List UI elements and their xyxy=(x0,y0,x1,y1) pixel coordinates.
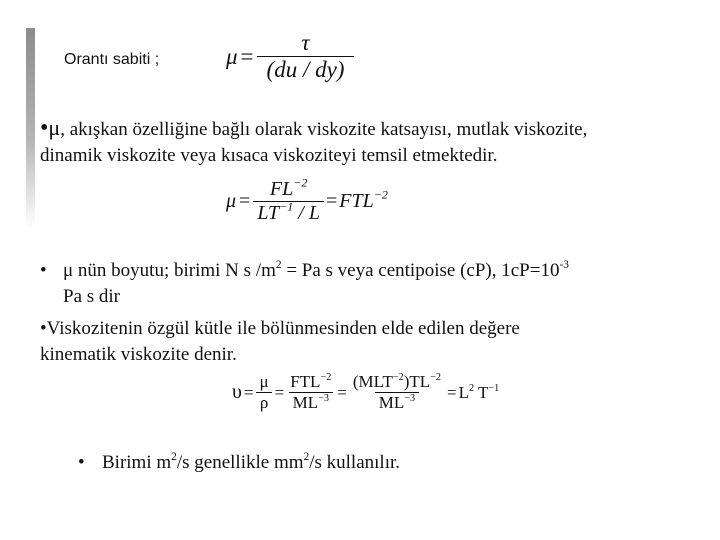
equation-viscosity-definition xyxy=(226,30,354,83)
eq2-fraction xyxy=(253,175,324,225)
bullet2-line1 xyxy=(40,258,710,284)
bullet2-text-line2: Pa s dir xyxy=(63,286,120,307)
eq3-rhs-b: T xyxy=(474,382,489,402)
bullet-kinematic-units xyxy=(78,450,400,476)
eq1-equals: = xyxy=(240,43,254,69)
eq2-rhs-base: FTL xyxy=(339,190,374,212)
eq3-f2-num-exp: −2 xyxy=(320,371,332,383)
bullet-mu-units xyxy=(40,258,710,310)
eq3-f3-num-a: (MLT xyxy=(352,372,393,391)
eq3-f2-den xyxy=(289,392,333,413)
eq3-f2-den-base: ML xyxy=(292,393,319,412)
eq3-f3-den xyxy=(375,392,419,413)
eq3-equals-4: = xyxy=(447,382,457,402)
eq3-rhs xyxy=(459,383,500,403)
eq1-denominator: (du / dy) xyxy=(257,56,355,83)
eq3-equals-3: = xyxy=(337,382,347,402)
bullet1-symbol: μ xyxy=(48,115,61,140)
equation-mu-dimensions xyxy=(226,175,388,225)
bullet1-text-line2: dinamik viskozite veya kısaca viskoziteyi temsil etmektedir. xyxy=(40,145,498,166)
bullet2-sup-a: 2 xyxy=(275,259,282,272)
eq2-den-part1: LT xyxy=(257,202,280,224)
eq2-numerator xyxy=(266,175,311,201)
eq3-fraction-3 xyxy=(349,372,445,413)
eq3-f1-num: μ xyxy=(259,372,269,391)
eq3-rhs-exp2: −1 xyxy=(488,382,500,394)
eq3-f2-num-base: FTL xyxy=(290,372,321,391)
eq2-num-exp: −2 xyxy=(293,175,308,190)
eq3-f2-num xyxy=(286,372,335,392)
eq3-rhs-a: L xyxy=(458,382,469,402)
slide-accent-bar xyxy=(26,28,35,228)
eq1-numerator: τ xyxy=(301,30,310,55)
bullet4-text-b: /s genellikle mm xyxy=(176,452,304,473)
bullet2-marker: • xyxy=(40,260,47,281)
proportionality-label: Orantı sabiti ; xyxy=(64,51,160,68)
eq3-f3-num-exp2: −2 xyxy=(430,371,442,383)
eq3-f2-den-exp: −3 xyxy=(318,392,329,404)
bullet4-sup-b: 2 xyxy=(303,451,310,464)
bullet2-text-a: μ nün boyutu; birimi N s /m xyxy=(63,260,276,281)
eq1-lhs: μ xyxy=(226,43,238,69)
bullet1-marker: • xyxy=(40,115,49,141)
eq3-f3-den-base: ML xyxy=(378,393,405,412)
para3-line2: kinematik viskozite denir. xyxy=(40,344,237,365)
eq2-rhs-exp: −2 xyxy=(373,187,388,202)
eq3-rhs-exp1: 2 xyxy=(469,382,475,394)
bullet2-text-b: = Pa s veya centipoise (cP), 1cP=10 xyxy=(281,260,560,281)
bullet4-sup-a: 2 xyxy=(171,451,177,464)
bullet1-text-line1: , akışkan özelliğine bağlı olarak viskozite katsayısı, mutlak viskozite, xyxy=(60,119,588,140)
eq2-denominator xyxy=(253,201,324,225)
eq2-rhs xyxy=(339,187,388,213)
kinematic-viscosity-paragraph xyxy=(40,316,700,368)
eq2-den-exp: −1 xyxy=(279,199,294,214)
eq3-f3-num-exp1: −2 xyxy=(392,371,404,383)
eq2-lhs: μ xyxy=(226,190,237,212)
eq3-f1-den: ρ xyxy=(256,392,272,413)
eq3-lhs: υ xyxy=(232,381,242,403)
eq3-f3-den-exp: −3 xyxy=(404,392,416,404)
equation-kinematic-viscosity xyxy=(232,372,499,413)
eq2-equals-2: = xyxy=(325,190,338,212)
bullet2-sup-b: -3 xyxy=(559,259,569,272)
eq2-num-base: FL xyxy=(269,178,294,200)
bullet-mu-description xyxy=(40,115,700,169)
eq3-f3-num-b: )TL xyxy=(403,372,431,391)
eq2-equals: = xyxy=(239,190,251,212)
eq2-den-part2: / L xyxy=(293,202,320,224)
eq3-fraction-1 xyxy=(256,372,273,413)
bullet4-text-c: /s kullanılır. xyxy=(309,452,400,473)
eq1-fraction xyxy=(257,30,355,83)
eq3-equals-1: = xyxy=(243,382,254,402)
eq3-equals-2: = xyxy=(274,382,285,402)
bullet4-text-a: Birimi m xyxy=(102,452,172,473)
eq3-f3-num xyxy=(349,372,445,392)
bullet1-line1 xyxy=(40,115,700,143)
para3-line1: •Viskozitenin özgül kütle ile bölünmesinden elde edilen değere xyxy=(40,318,520,339)
bullet4-marker: • xyxy=(78,452,85,473)
eq3-fraction-2 xyxy=(286,372,335,413)
